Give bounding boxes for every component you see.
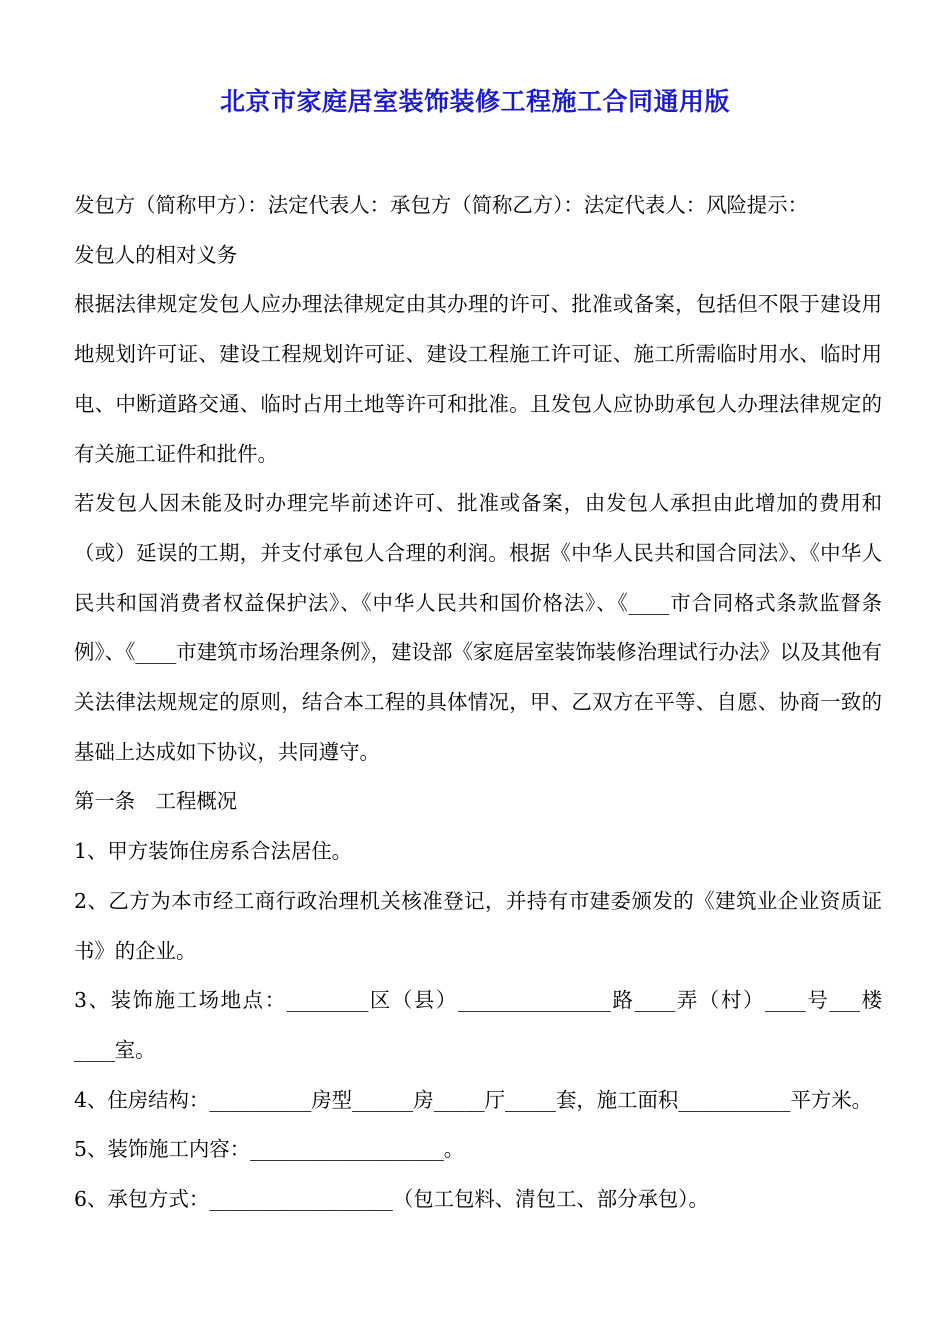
clause-6-contract-mode: 6、承包方式：__________________（包工包料、清包工、部分承包）。: [74, 1187, 709, 1212]
document-title: 北京市家庭居室装饰装修工程施工合同通用版: [219, 87, 730, 116]
clause-4-structure: 4、住房结构：__________房型______房_____厅_____套，施工面积___________平方米。: [74, 1087, 873, 1112]
article-1-heading: 第一条 工程概况: [74, 789, 238, 814]
parties-line: 发包方（简称甲方）：法定代表人：承包方（简称乙方）：法定代表人：风险提示：: [74, 193, 809, 217]
clause-5-content: 5、装饰施工内容：___________________。: [74, 1137, 465, 1162]
section-heading-obligations: 发包人的相对义务: [74, 242, 238, 267]
paragraph-permits: 根据法律规定发包人应办理法律规定由其办理的许可、批准或备案，包括但不限于建设用地规划许可证、建设工程规划许可证、建设工程施工许可证、施工所需临时用水、临时用电、中断道路交通、临时占用土地等许可和批准。且发包人应协助承包人办理法律规定的有关施工证件和批件。: [74, 292, 882, 466]
paragraph-liability: 若发包人因未能及时办理完毕前述许可、批准或备案，由发包人承担由此增加的费用和（或）延误的工期，并支付承包人合理的利润。根据《中华人民共和国合同法》、《中华人民共和国消费者权益保护法》、《中华人民共和国价格法》、《____市合同格式条款监督条例》、《____市建筑市场治理条例》，建设部《家庭居室装饰装修治理试行办法》以及其他有关法律法规规定的原则，结合本工程的具体情况，甲、乙双方在平等、自愿、协商一致的基础上达成如下协议，共同遵守。: [74, 491, 882, 764]
document-body: [74, 181, 882, 1225]
clause-2: 2、乙方为本市经工商行政治理机关核准登记，并持有市建委颁发的《建筑业企业资质证书》的企业。: [74, 888, 882, 963]
clause-3-location: 3、装饰施工场地点：________区（县）_______________路____弄（村）____号___楼____室。: [74, 988, 882, 1062]
clause-1: 1、甲方装饰住房系合法居住。: [74, 839, 353, 864]
